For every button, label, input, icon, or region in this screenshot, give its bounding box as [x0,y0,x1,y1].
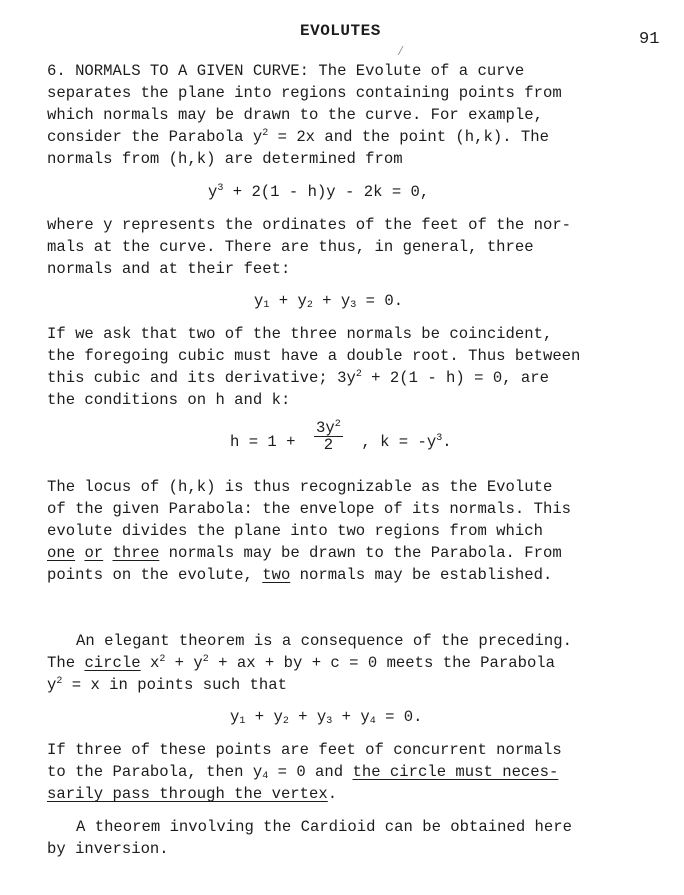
para4-line3: evolute divides the plane into two regions from which [47,522,543,540]
equation-k: , $k = -y^3$. [352,433,452,451]
para1-line2: separates the plane into regions containing points from [47,84,562,102]
para4-line2: of the given Parabola: the envelope of its normals. This [47,500,572,518]
para1-line1: 6. NORMALS TO A GIVEN CURVE: The Evolute of a curve [47,62,525,80]
para3-line3: this cubic and its derivative; $3y^2 + 2(1 - h) = 0$, are [47,369,549,387]
pen-mark: / [397,45,405,59]
equation-sum-four: $y_1 + y_2 + y_3 + y_4 = 0$. [230,708,423,727]
page-number: 91 [639,30,660,49]
para7-line1: A theorem involving the Cardioid can be obtained here [76,818,572,836]
para4-line4: one or three normals may be drawn to the Parabola. From [47,544,562,562]
para6-line3: sarily pass through the vertex. [47,785,338,803]
fraction-numerator: $3y^2$ [316,419,341,437]
para4-line5: points on the evolute, two normals may be established. [47,566,553,584]
para1-line3: which normals may be drawn to the curve. For example, [47,106,543,124]
equation-sum-roots: $y_1 + y_2 + y_3 = 0$. [254,292,404,311]
para6-line2: to the Parabola, then $y_4 = 0$ and the circle must neces- [47,763,559,782]
para2-line1: where y represents the ordinates of the feet of the nor- [47,216,572,234]
fraction-denominator: 2 [323,436,334,454]
para3-line1: If we ask that two of the three normals be coincident, [47,325,553,343]
para4-line1: The locus of (h,k) is thus recognizable as the Evolute [47,478,553,496]
para7-line2: by inversion. [47,840,169,858]
equation-h-lhs: h = 1 + [230,433,305,451]
equation-h-fraction [314,420,343,453]
equation-cubic: $y^3 + 2(1 - h)y - 2k = 0$, [208,183,430,201]
para5-line3: $y^2 = x$ in points such that [47,676,287,694]
running-header-title: EVOLUTES [300,22,381,40]
para2-line2: mals at the curve. There are thus, in general, three [47,238,534,256]
para1-line5: normals from (h,k) are determined from [47,150,403,168]
para5-line2: The circle $x^2 + y^2$ + ax + by + c = 0 meets the Parabola [47,654,556,672]
para3-line4: the conditions on h and k: [47,391,291,409]
para5-line1: An elegant theorem is a consequence of the preceding. [76,632,572,650]
para3-line2: the foregoing cubic must have a double root. Thus between [47,347,581,365]
para2-line3: normals and at their feet: [47,260,291,278]
para1-line4: consider the Parabola $y^2 = 2x$ and the point (h,k). The [47,128,549,146]
para6-line1: If three of these points are feet of concurrent normals [47,741,562,759]
